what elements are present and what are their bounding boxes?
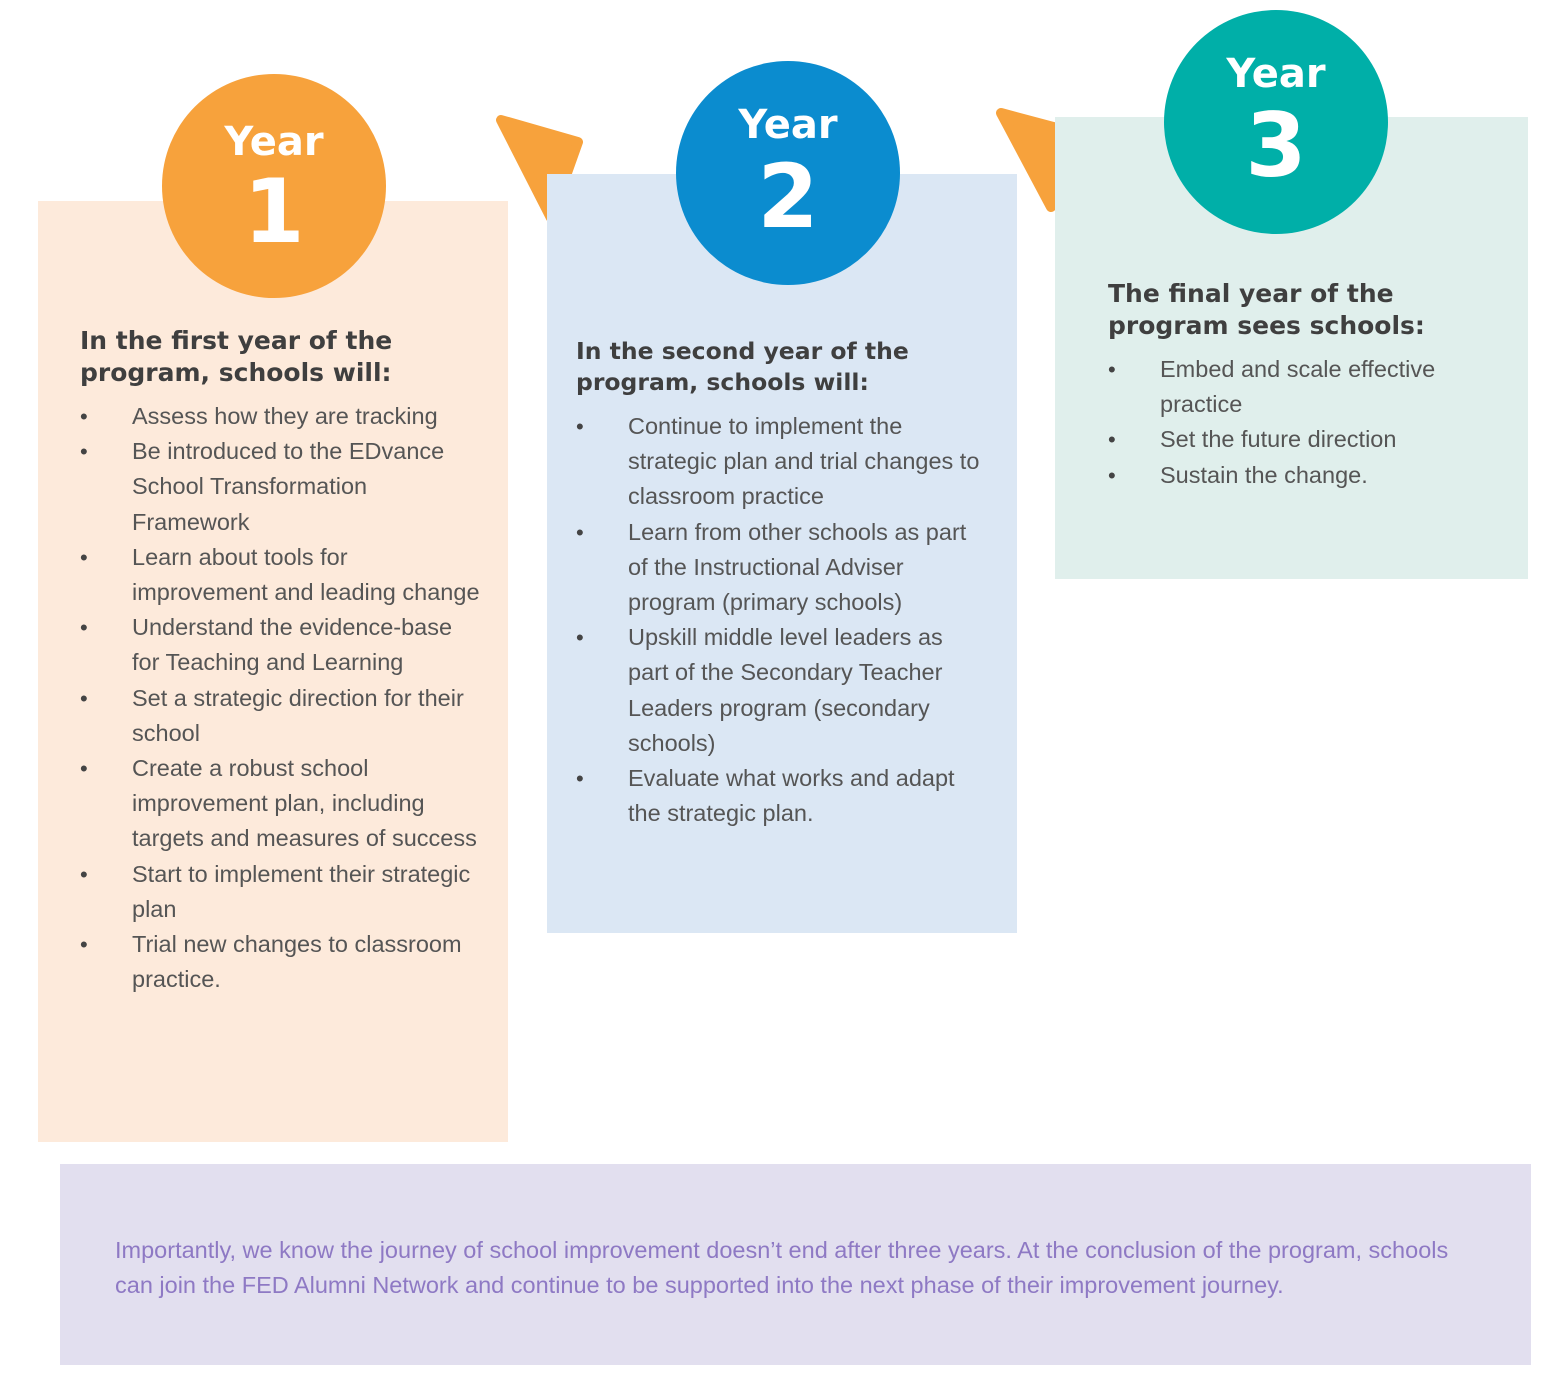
list-item: • Understand the evidence-base for Teaching and Learning <box>80 610 480 680</box>
list-item: • Create a robust school improvement plan, including targets and measures of success <box>80 751 480 857</box>
year2-list <box>576 409 986 831</box>
year2-heading <box>576 336 996 398</box>
year3-list <box>1108 352 1508 493</box>
list-item: • Evaluate what works and adapt the strategic plan. <box>576 761 986 831</box>
list-item: • Set the future direction <box>1108 422 1508 457</box>
list-item: • Trial new changes to classroom practice. <box>80 927 480 997</box>
year1-list <box>80 399 480 997</box>
year2-badge <box>676 61 900 285</box>
list-item: • Embed and scale effective practice <box>1108 352 1508 422</box>
list-item: • Start to implement their strategic plan <box>80 857 480 927</box>
year1-heading-line2: program, schools will: <box>80 358 392 387</box>
year2-badge-word: Year <box>738 102 838 148</box>
year1-heading-line1: In the first year of the <box>80 326 393 355</box>
list-item: • Upskill middle level leaders as part of the Secondary Teacher Leaders program (secondary schools) <box>576 620 986 761</box>
list-item: • Set a strategic direction for their school <box>80 681 480 751</box>
year3-heading <box>1108 278 1518 342</box>
list-item: • Learn about tools for improvement and leading change <box>80 540 480 610</box>
list-item: • Sustain the change. <box>1108 458 1508 493</box>
list-item: • Be introduced to the EDvance School Transformation Framework <box>80 434 480 540</box>
year2-heading-line1: In the second year of the <box>576 337 909 365</box>
footer-text: Importantly, we know the journey of school improvement doesn’t end after three years. At the conclusion of the program, schools can join the FED Alumni Network and continue to be supported into the next phase of their improvement journey. <box>115 1237 1449 1298</box>
list-item: • Learn from other schools as part of the Instructional Adviser program (primary schools) <box>576 515 986 621</box>
year3-heading-line2: program sees schools: <box>1108 311 1425 340</box>
year1-heading <box>80 325 500 389</box>
year2-badge-number: 2 <box>757 145 819 248</box>
year1-badge <box>162 74 386 298</box>
year3-heading-line1: The final year of the <box>1108 279 1394 308</box>
year2-heading-line2: program, schools will: <box>576 368 869 396</box>
list-item: • Assess how they are tracking <box>80 399 480 434</box>
list-item: • Continue to implement the strategic plan and trial changes to classroom practice <box>576 409 986 515</box>
year3-badge-number: 3 <box>1245 94 1307 197</box>
year3-badge-word: Year <box>1226 51 1326 97</box>
year1-badge-word: Year <box>224 119 324 165</box>
year3-badge <box>1164 10 1388 234</box>
year1-badge-number: 1 <box>243 160 305 263</box>
